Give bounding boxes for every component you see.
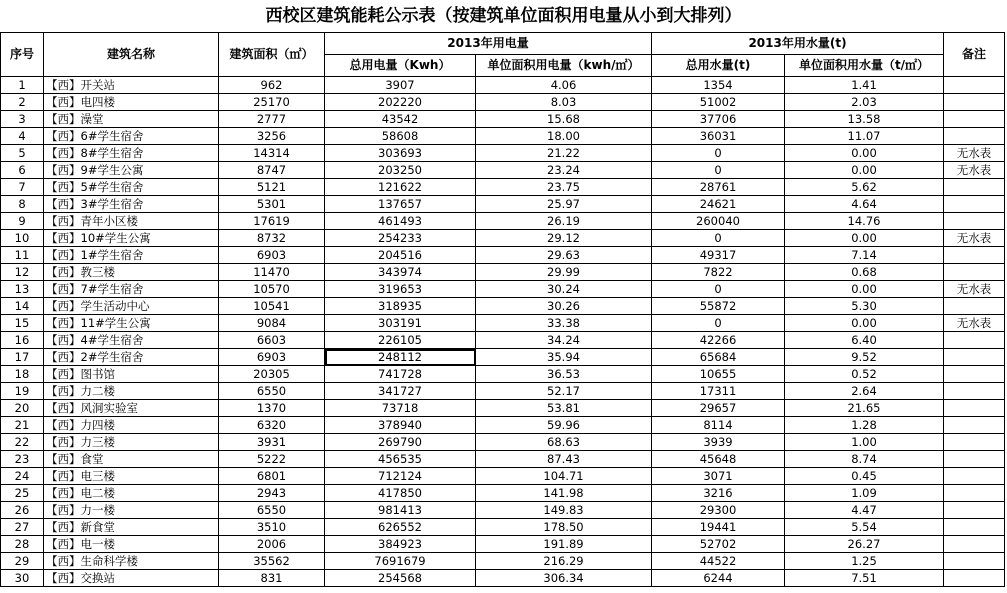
cell-electricity-per-area[interactable]: 15.68 [476, 111, 652, 128]
cell-water-total[interactable]: 3939 [652, 434, 785, 451]
cell-electricity-total[interactable]: 378940 [325, 417, 476, 434]
cell-electricity-per-area[interactable]: 30.24 [476, 281, 652, 298]
table-row [1, 162, 1005, 179]
cell-building-name[interactable]: 【西】开关站 [44, 77, 219, 94]
cell-area[interactable]: 3510 [219, 519, 325, 536]
cell-electricity-total[interactable]: 43542 [325, 111, 476, 128]
cell-building-name[interactable]: 【西】生命科学楼 [44, 553, 219, 570]
cell-electricity-total[interactable]: 303191 [325, 315, 476, 332]
cell-water-per-area[interactable]: 2.64 [785, 383, 944, 400]
cell-area[interactable]: 1370 [219, 400, 325, 417]
table-row [1, 247, 1005, 264]
cell-building-name[interactable]: 【西】学生活动中心 [44, 298, 219, 315]
cell-index[interactable]: 28 [1, 536, 44, 553]
cell-electricity-per-area[interactable]: 87.43 [476, 451, 652, 468]
cell-note[interactable] [944, 179, 1005, 196]
cell-index[interactable]: 4 [1, 128, 44, 145]
cell-area[interactable]: 10570 [219, 281, 325, 298]
cell-area[interactable]: 8732 [219, 230, 325, 247]
table-row [1, 264, 1005, 281]
cell-building-name[interactable]: 【西】8#学生宿舍 [44, 145, 219, 162]
cell-area[interactable]: 831 [219, 570, 325, 587]
cell-electricity-per-area[interactable]: 141.98 [476, 485, 652, 502]
cell-water-total[interactable]: 8114 [652, 417, 785, 434]
cell-index[interactable]: 9 [1, 213, 44, 230]
cell-electricity-per-area[interactable]: 23.24 [476, 162, 652, 179]
cell-water-per-area[interactable]: 5.62 [785, 179, 944, 196]
cell-index[interactable]: 13 [1, 281, 44, 298]
cell-note[interactable] [944, 213, 1005, 230]
cell-electricity-total[interactable]: 343974 [325, 264, 476, 281]
cell-note[interactable] [944, 332, 1005, 349]
cell-water-per-area[interactable]: 0.00 [785, 315, 944, 332]
cell-building-name[interactable]: 【西】电二楼 [44, 485, 219, 502]
cell-area[interactable]: 6550 [219, 502, 325, 519]
cell-building-name[interactable]: 【西】风洞实验室 [44, 400, 219, 417]
cell-index[interactable]: 19 [1, 383, 44, 400]
cell-water-total[interactable]: 28761 [652, 179, 785, 196]
cell-index[interactable]: 27 [1, 519, 44, 536]
cell-electricity-total[interactable]: 456535 [325, 451, 476, 468]
cell-index[interactable]: 14 [1, 298, 44, 315]
header-index[interactable]: 序号 [1, 33, 44, 77]
cell-water-total[interactable]: 3071 [652, 468, 785, 485]
cell-electricity-total[interactable]: 981413 [325, 502, 476, 519]
cell-index[interactable]: 11 [1, 247, 44, 264]
cell-water-per-area[interactable]: 1.09 [785, 485, 944, 502]
cell-water-per-area[interactable]: 1.25 [785, 553, 944, 570]
cell-electricity-per-area[interactable]: 53.81 [476, 400, 652, 417]
table-row [1, 400, 1005, 417]
cell-area[interactable]: 5121 [219, 179, 325, 196]
cell-water-per-area[interactable]: 1.41 [785, 77, 944, 94]
cell-water-total[interactable]: 42266 [652, 332, 785, 349]
cell-building-name[interactable]: 【西】10#学生公寓 [44, 230, 219, 247]
cell-water-per-area[interactable]: 0.45 [785, 468, 944, 485]
cell-water-per-area[interactable]: 0.00 [785, 145, 944, 162]
header-electricity-total[interactable]: 总用电量（Kwh） [325, 55, 476, 77]
cell-electricity-per-area[interactable]: 25.97 [476, 196, 652, 213]
cell-water-per-area[interactable]: 7.51 [785, 570, 944, 587]
cell-water-per-area[interactable]: 9.52 [785, 349, 944, 366]
cell-electricity-per-area[interactable]: 68.63 [476, 434, 652, 451]
cell-area[interactable]: 6320 [219, 417, 325, 434]
cell-water-per-area[interactable]: 6.40 [785, 332, 944, 349]
cell-index[interactable]: 16 [1, 332, 44, 349]
cell-water-per-area[interactable]: 26.27 [785, 536, 944, 553]
cell-electricity-per-area[interactable]: 306.34 [476, 570, 652, 587]
cell-building-name[interactable]: 【西】力四楼 [44, 417, 219, 434]
cell-note[interactable] [944, 247, 1005, 264]
cell-area[interactable]: 20305 [219, 366, 325, 383]
header-water-group[interactable]: 2013年用水量(t) [652, 33, 944, 55]
cell-note[interactable] [944, 553, 1005, 570]
cell-index[interactable]: 23 [1, 451, 44, 468]
cell-area[interactable]: 25170 [219, 94, 325, 111]
cell-note[interactable] [944, 519, 1005, 536]
cell-electricity-total[interactable]: 204516 [325, 247, 476, 264]
cell-electricity-per-area[interactable]: 178.50 [476, 519, 652, 536]
table-row [1, 468, 1005, 485]
cell-note[interactable] [944, 570, 1005, 587]
cell-water-per-area[interactable]: 0.00 [785, 230, 944, 247]
cell-electricity-per-area[interactable]: 30.26 [476, 298, 652, 315]
cell-index[interactable]: 30 [1, 570, 44, 587]
cell-area[interactable]: 5222 [219, 451, 325, 468]
cell-electricity-per-area[interactable]: 34.24 [476, 332, 652, 349]
cell-index[interactable]: 26 [1, 502, 44, 519]
cell-water-total[interactable]: 19441 [652, 519, 785, 536]
cell-index[interactable]: 6 [1, 162, 44, 179]
header-electricity-group[interactable]: 2013年用电量 [325, 33, 652, 55]
cell-electricity-total[interactable]: 121622 [325, 179, 476, 196]
sheet-title: 西校区建筑能耗公示表（按建筑单位面积用电量从小到大排列） [265, 6, 742, 26]
cell-area[interactable]: 6903 [219, 349, 325, 366]
cell-note[interactable] [944, 94, 1005, 111]
cell-water-total[interactable]: 52702 [652, 536, 785, 553]
header-water-total[interactable]: 总用水量(t) [652, 55, 785, 77]
table-row [1, 315, 1005, 332]
cell-water-total[interactable]: 1354 [652, 77, 785, 94]
cell-water-total[interactable]: 6244 [652, 570, 785, 587]
cell-electricity-total[interactable]: 461493 [325, 213, 476, 230]
cell-area[interactable]: 6603 [219, 332, 325, 349]
table-row [1, 485, 1005, 502]
cell-index[interactable]: 7 [1, 179, 44, 196]
cell-note[interactable]: 无水表 [944, 315, 1005, 332]
cell-area[interactable]: 2006 [219, 536, 325, 553]
cell-water-per-area[interactable]: 13.58 [785, 111, 944, 128]
cell-index[interactable]: 24 [1, 468, 44, 485]
cell-index[interactable]: 18 [1, 366, 44, 383]
cell-water-per-area[interactable]: 7.14 [785, 247, 944, 264]
cell-water-total[interactable]: 24621 [652, 196, 785, 213]
cell-electricity-total[interactable]: 254233 [325, 230, 476, 247]
cell-index[interactable]: 12 [1, 264, 44, 281]
cell-water-per-area[interactable]: 1.28 [785, 417, 944, 434]
cell-water-total[interactable]: 260040 [652, 213, 785, 230]
cell-index[interactable]: 10 [1, 230, 44, 247]
cell-electricity-total[interactable]: 58608 [325, 128, 476, 145]
cell-water-total[interactable]: 37706 [652, 111, 785, 128]
table-row [1, 230, 1005, 247]
cell-area[interactable]: 3931 [219, 434, 325, 451]
cell-electricity-per-area[interactable]: 26.19 [476, 213, 652, 230]
cell-electricity-total[interactable]: 202220 [325, 94, 476, 111]
table-row [1, 383, 1005, 400]
table-row [1, 128, 1005, 145]
cell-water-total[interactable]: 17311 [652, 383, 785, 400]
table-row [1, 434, 1005, 451]
cell-electricity-per-area[interactable]: 191.89 [476, 536, 652, 553]
cell-electricity-per-area[interactable]: 52.17 [476, 383, 652, 400]
cell-electricity-total[interactable]: 3907 [325, 77, 476, 94]
cell-electricity-per-area[interactable]: 4.06 [476, 77, 652, 94]
table-row [1, 298, 1005, 315]
cell-index[interactable]: 8 [1, 196, 44, 213]
cell-area[interactable]: 17619 [219, 213, 325, 230]
cell-index[interactable]: 20 [1, 400, 44, 417]
cell-index[interactable]: 5 [1, 145, 44, 162]
cell-water-per-area[interactable]: 8.74 [785, 451, 944, 468]
cell-water-per-area[interactable]: 1.00 [785, 434, 944, 451]
cell-water-total[interactable]: 44522 [652, 553, 785, 570]
cell-building-name[interactable]: 【西】力三楼 [44, 434, 219, 451]
cell-note[interactable] [944, 366, 1005, 383]
table-row [1, 502, 1005, 519]
cell-area[interactable]: 2777 [219, 111, 325, 128]
cell-electricity-per-area[interactable]: 59.96 [476, 417, 652, 434]
energy-table [0, 32, 1005, 587]
cell-index[interactable]: 2 [1, 94, 44, 111]
cell-note[interactable] [944, 536, 1005, 553]
cell-building-name[interactable]: 【西】力一楼 [44, 502, 219, 519]
table-row [1, 519, 1005, 536]
cell-water-total[interactable]: 0 [652, 315, 785, 332]
cell-water-per-area[interactable]: 11.07 [785, 128, 944, 145]
cell-electricity-total[interactable]: 248112 [325, 349, 476, 366]
cell-note[interactable]: 无水表 [944, 162, 1005, 179]
cell-electricity-total[interactable]: 626552 [325, 519, 476, 536]
cell-building-name[interactable]: 【西】青年小区楼 [44, 213, 219, 230]
cell-area[interactable]: 962 [219, 77, 325, 94]
table-row [1, 77, 1005, 94]
cell-area[interactable]: 35562 [219, 553, 325, 570]
cell-water-per-area[interactable]: 5.30 [785, 298, 944, 315]
cell-building-name[interactable]: 【西】电四楼 [44, 94, 219, 111]
cell-note[interactable] [944, 264, 1005, 281]
cell-electricity-per-area[interactable]: 8.03 [476, 94, 652, 111]
header-building-name[interactable]: 建筑名称 [44, 33, 219, 77]
cell-water-per-area[interactable]: 5.54 [785, 519, 944, 536]
cell-water-total[interactable]: 0 [652, 145, 785, 162]
cell-note[interactable] [944, 434, 1005, 451]
cell-building-name[interactable]: 【西】6#学生宿舍 [44, 128, 219, 145]
cell-index[interactable]: 17 [1, 349, 44, 366]
cell-area[interactable]: 11470 [219, 264, 325, 281]
cell-building-name[interactable]: 【西】电一楼 [44, 536, 219, 553]
cell-water-total[interactable]: 0 [652, 230, 785, 247]
header-electricity-per-area[interactable]: 单位面积用电量（kwh/㎡） [476, 55, 652, 77]
cell-building-name[interactable]: 【西】9#学生公寓 [44, 162, 219, 179]
cell-building-name[interactable]: 【西】食堂 [44, 451, 219, 468]
header-area[interactable]: 建筑面积（㎡） [219, 33, 325, 77]
cell-area[interactable]: 14314 [219, 145, 325, 162]
cell-note[interactable] [944, 111, 1005, 128]
cell-electricity-per-area[interactable]: 29.12 [476, 230, 652, 247]
table-row [1, 417, 1005, 434]
cell-note[interactable] [944, 417, 1005, 434]
table-row [1, 196, 1005, 213]
cell-electricity-total[interactable]: 73718 [325, 400, 476, 417]
cell-water-total[interactable]: 49317 [652, 247, 785, 264]
cell-area[interactable]: 6903 [219, 247, 325, 264]
cell-water-total[interactable]: 65684 [652, 349, 785, 366]
cell-area[interactable]: 9084 [219, 315, 325, 332]
cell-area[interactable]: 10541 [219, 298, 325, 315]
cell-note[interactable] [944, 485, 1005, 502]
cell-electricity-per-area[interactable]: 104.71 [476, 468, 652, 485]
cell-index[interactable]: 3 [1, 111, 44, 128]
table-row [1, 281, 1005, 298]
cell-electricity-total[interactable]: 417850 [325, 485, 476, 502]
cell-note[interactable] [944, 383, 1005, 400]
cell-water-per-area[interactable]: 0.00 [785, 162, 944, 179]
cell-electricity-per-area[interactable]: 21.22 [476, 145, 652, 162]
table-row [1, 179, 1005, 196]
table-row [1, 553, 1005, 570]
table-body [1, 77, 1005, 587]
cell-water-total[interactable]: 55872 [652, 298, 785, 315]
cell-water-total[interactable]: 51002 [652, 94, 785, 111]
cell-electricity-total[interactable]: 303693 [325, 145, 476, 162]
table-row [1, 145, 1005, 162]
cell-water-total[interactable]: 45648 [652, 451, 785, 468]
table-row [1, 111, 1005, 128]
cell-water-total[interactable]: 7822 [652, 264, 785, 281]
cell-water-per-area[interactable]: 21.65 [785, 400, 944, 417]
cell-electricity-total[interactable]: 7691679 [325, 553, 476, 570]
cell-electricity-total[interactable]: 226105 [325, 332, 476, 349]
table-row [1, 332, 1005, 349]
cell-building-name[interactable]: 【西】3#学生宿舍 [44, 196, 219, 213]
table-row [1, 213, 1005, 230]
cell-index[interactable]: 1 [1, 77, 44, 94]
cell-water-per-area[interactable]: 0.68 [785, 264, 944, 281]
cell-building-name[interactable]: 【西】4#学生宿舍 [44, 332, 219, 349]
cell-electricity-per-area[interactable]: 36.53 [476, 366, 652, 383]
cell-building-name[interactable]: 【西】教三楼 [44, 264, 219, 281]
cell-electricity-total[interactable]: 341727 [325, 383, 476, 400]
cell-water-per-area[interactable]: 0.52 [785, 366, 944, 383]
cell-note[interactable] [944, 128, 1005, 145]
cell-note[interactable] [944, 349, 1005, 366]
cell-index[interactable]: 22 [1, 434, 44, 451]
cell-note[interactable]: 无水表 [944, 145, 1005, 162]
header-water-per-area[interactable]: 单位面积用水量（t/㎡） [785, 55, 944, 77]
cell-note[interactable] [944, 400, 1005, 417]
table-row [1, 570, 1005, 587]
cell-water-per-area[interactable]: 4.47 [785, 502, 944, 519]
cell-water-total[interactable]: 36031 [652, 128, 785, 145]
cell-water-per-area[interactable]: 0.00 [785, 281, 944, 298]
cell-building-name[interactable]: 【西】图书馆 [44, 366, 219, 383]
cell-area[interactable]: 5301 [219, 196, 325, 213]
cell-index[interactable]: 21 [1, 417, 44, 434]
cell-index[interactable]: 25 [1, 485, 44, 502]
cell-water-per-area[interactable]: 14.76 [785, 213, 944, 230]
cell-building-name[interactable]: 【西】交换站 [44, 570, 219, 587]
cell-note[interactable] [944, 468, 1005, 485]
cell-note[interactable]: 无水表 [944, 281, 1005, 298]
table-row [1, 94, 1005, 111]
cell-area[interactable]: 2943 [219, 485, 325, 502]
cell-water-total[interactable]: 3216 [652, 485, 785, 502]
cell-index[interactable]: 29 [1, 553, 44, 570]
cell-building-name[interactable]: 【西】澡堂 [44, 111, 219, 128]
cell-building-name[interactable]: 【西】新食堂 [44, 519, 219, 536]
cell-electricity-total[interactable]: 318935 [325, 298, 476, 315]
cell-index[interactable]: 15 [1, 315, 44, 332]
cell-electricity-total[interactable]: 384923 [325, 536, 476, 553]
cell-building-name[interactable]: 【西】2#学生宿舍 [44, 349, 219, 366]
cell-area[interactable]: 6801 [219, 468, 325, 485]
cell-electricity-total[interactable]: 712124 [325, 468, 476, 485]
cell-note[interactable] [944, 77, 1005, 94]
cell-area[interactable]: 8747 [219, 162, 325, 179]
cell-water-per-area[interactable]: 4.64 [785, 196, 944, 213]
cell-building-name[interactable]: 【西】5#学生宿舍 [44, 179, 219, 196]
cell-electricity-per-area[interactable]: 18.00 [476, 128, 652, 145]
cell-electricity-total[interactable]: 741728 [325, 366, 476, 383]
cell-note[interactable] [944, 298, 1005, 315]
cell-building-name[interactable]: 【西】7#学生宿舍 [44, 281, 219, 298]
cell-electricity-total[interactable]: 137657 [325, 196, 476, 213]
cell-electricity-per-area[interactable]: 29.63 [476, 247, 652, 264]
cell-water-total[interactable]: 10655 [652, 366, 785, 383]
header-note[interactable]: 备注 [944, 33, 1005, 77]
cell-water-total[interactable]: 0 [652, 162, 785, 179]
cell-note[interactable] [944, 196, 1005, 213]
cell-electricity-total[interactable]: 203250 [325, 162, 476, 179]
cell-water-total[interactable]: 29657 [652, 400, 785, 417]
cell-electricity-per-area[interactable]: 33.38 [476, 315, 652, 332]
cell-electricity-per-area[interactable]: 23.75 [476, 179, 652, 196]
cell-electricity-per-area[interactable]: 149.83 [476, 502, 652, 519]
cell-building-name[interactable]: 【西】1#学生宿舍 [44, 247, 219, 264]
cell-water-per-area[interactable]: 2.03 [785, 94, 944, 111]
cell-building-name[interactable]: 【西】11#学生公寓 [44, 315, 219, 332]
cell-electricity-per-area[interactable]: 216.29 [476, 553, 652, 570]
cell-electricity-total[interactable]: 254568 [325, 570, 476, 587]
table-row [1, 366, 1005, 383]
cell-note[interactable] [944, 502, 1005, 519]
cell-area[interactable]: 6550 [219, 383, 325, 400]
cell-note[interactable]: 无水表 [944, 230, 1005, 247]
cell-electricity-per-area[interactable]: 35.94 [476, 349, 652, 366]
cell-building-name[interactable]: 【西】电三楼 [44, 468, 219, 485]
cell-water-total[interactable]: 0 [652, 281, 785, 298]
cell-electricity-per-area[interactable]: 29.99 [476, 264, 652, 281]
cell-note[interactable] [944, 451, 1005, 468]
table-row [1, 349, 1005, 366]
table-row [1, 451, 1005, 468]
cell-water-total[interactable]: 29300 [652, 502, 785, 519]
table-row [1, 536, 1005, 553]
cell-electricity-total[interactable]: 269790 [325, 434, 476, 451]
cell-building-name[interactable]: 【西】力二楼 [44, 383, 219, 400]
cell-area[interactable]: 3256 [219, 128, 325, 145]
cell-electricity-total[interactable]: 319653 [325, 281, 476, 298]
